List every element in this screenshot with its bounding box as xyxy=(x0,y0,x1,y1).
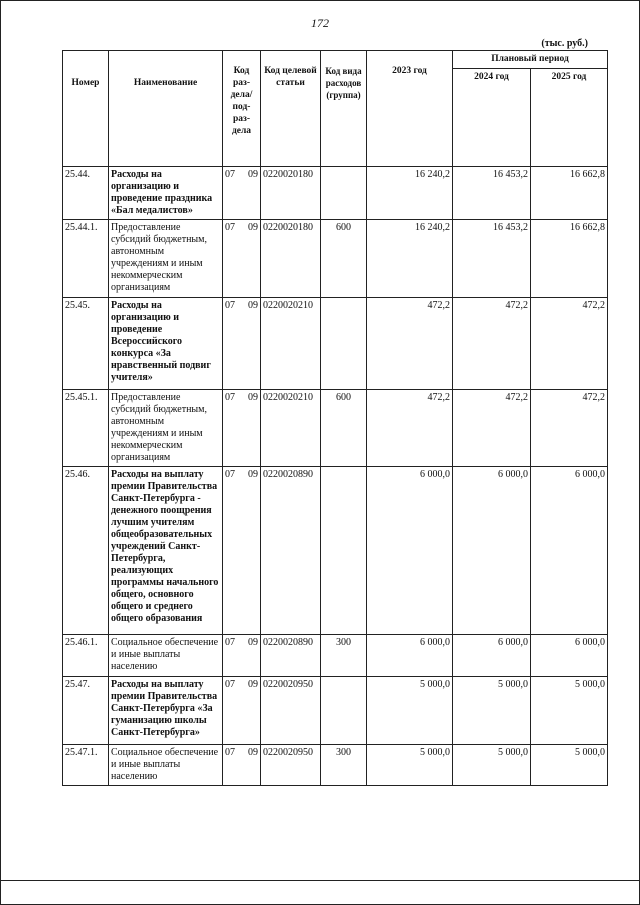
row-value-2023: 16 240,2 xyxy=(367,167,453,220)
row-name: Расходы на выплату премии Правительства Санкт-Петербурга «За гуманизацию школы Санкт-Петербурга» xyxy=(109,677,223,745)
row-subsection: 09 xyxy=(248,392,258,403)
header-row-1 xyxy=(63,51,608,69)
row-section: 07 xyxy=(225,747,235,758)
header-expense-type-code: Код вида расходов (группа) xyxy=(321,51,367,167)
row-value-2025: 5 000,0 xyxy=(531,745,608,786)
row-expense-type xyxy=(321,467,367,635)
row-section-code xyxy=(223,390,261,467)
row-target-code: 0220020210 xyxy=(261,298,321,390)
row-value-2024: 16 453,2 xyxy=(453,220,531,298)
header-number: Номер xyxy=(63,51,109,167)
row-expense-type: 300 xyxy=(321,635,367,677)
row-subsection: 09 xyxy=(248,469,258,480)
row-name: Расходы на выплату премии Правительства Санкт-Петербурга - денежного поощрения лучшим учителям общеобразовательных учреждений Санкт-Петербурга, реализующих программы начального общего, основного общего и среднего общего образования xyxy=(109,467,223,635)
row-value-2025: 6 000,0 xyxy=(531,467,608,635)
row-subsection: 09 xyxy=(248,679,258,690)
row-value-2024: 5 000,0 xyxy=(453,677,531,745)
row-expense-type: 300 xyxy=(321,745,367,786)
row-value-2025: 472,2 xyxy=(531,390,608,467)
row-name: Предоставление субсидий бюджетным, автономным учреждениям и иным некоммерческим организациям xyxy=(109,220,223,298)
header-target-code: Код целевой статьи xyxy=(261,51,321,167)
row-value-2023: 472,2 xyxy=(367,298,453,390)
header-name: Наименование xyxy=(109,51,223,167)
header-section-code: Код раз-дела/ под-раз-дела xyxy=(223,51,261,167)
row-number: 25.47. xyxy=(63,677,109,745)
row-number: 25.47.1. xyxy=(63,745,109,786)
row-value-2023: 472,2 xyxy=(367,390,453,467)
row-number: 25.45.1. xyxy=(63,390,109,467)
row-section-code xyxy=(223,167,261,220)
row-subsection: 09 xyxy=(248,222,258,233)
table-row xyxy=(63,467,608,635)
row-value-2023: 6 000,0 xyxy=(367,635,453,677)
row-value-2023: 5 000,0 xyxy=(367,745,453,786)
row-section-code xyxy=(223,745,261,786)
row-section: 07 xyxy=(225,392,235,403)
row-name: Социальное обеспечение и иные выплаты населению xyxy=(109,635,223,677)
row-value-2023: 5 000,0 xyxy=(367,677,453,745)
row-value-2024: 16 453,2 xyxy=(453,167,531,220)
row-number: 25.44.1. xyxy=(63,220,109,298)
units-label: (тыс. руб.) xyxy=(541,38,588,49)
row-name: Расходы на организацию и проведение Всероссийского конкурса «За нравственный подвиг учителя» xyxy=(109,298,223,390)
row-section: 07 xyxy=(225,637,235,648)
table-row xyxy=(63,745,608,786)
row-section: 07 xyxy=(225,300,235,311)
row-expense-type xyxy=(321,677,367,745)
row-section: 07 xyxy=(225,222,235,233)
row-target-code: 0220020950 xyxy=(261,677,321,745)
header-2023: 2023 год xyxy=(367,51,453,167)
row-value-2025: 472,2 xyxy=(531,298,608,390)
row-value-2023: 16 240,2 xyxy=(367,220,453,298)
budget-table xyxy=(62,50,608,786)
row-value-2023: 6 000,0 xyxy=(367,467,453,635)
row-target-code: 0220020890 xyxy=(261,467,321,635)
row-target-code: 0220020950 xyxy=(261,745,321,786)
header-2024: 2024 год xyxy=(453,69,531,167)
row-name: Социальное обеспечение и иные выплаты населению xyxy=(109,745,223,786)
row-section-code xyxy=(223,677,261,745)
row-section-code xyxy=(223,298,261,390)
table-row xyxy=(63,167,608,220)
row-section-code xyxy=(223,467,261,635)
row-number: 25.46. xyxy=(63,467,109,635)
row-expense-type xyxy=(321,298,367,390)
row-name: Предоставление субсидий бюджетным, автономным учреждениям и иным некоммерческим организациям xyxy=(109,390,223,467)
row-value-2024: 472,2 xyxy=(453,390,531,467)
row-target-code: 0220020890 xyxy=(261,635,321,677)
row-expense-type: 600 xyxy=(321,390,367,467)
page-number: 172 xyxy=(311,16,329,30)
row-expense-type: 600 xyxy=(321,220,367,298)
table-row xyxy=(63,677,608,745)
header-2025: 2025 год xyxy=(531,69,608,167)
row-section: 07 xyxy=(225,169,235,180)
table-body xyxy=(63,167,608,786)
row-value-2024: 6 000,0 xyxy=(453,635,531,677)
row-value-2025: 6 000,0 xyxy=(531,635,608,677)
row-value-2025: 16 662,8 xyxy=(531,167,608,220)
row-target-code: 0220020210 xyxy=(261,390,321,467)
row-subsection: 09 xyxy=(248,169,258,180)
row-name: Расходы на организацию и проведение праздника «Бал медалистов» xyxy=(109,167,223,220)
table-row xyxy=(63,635,608,677)
row-value-2024: 5 000,0 xyxy=(453,745,531,786)
row-number: 25.44. xyxy=(63,167,109,220)
row-subsection: 09 xyxy=(248,637,258,648)
row-value-2024: 6 000,0 xyxy=(453,467,531,635)
table-row xyxy=(63,220,608,298)
table-row xyxy=(63,298,608,390)
row-section-code xyxy=(223,220,261,298)
row-value-2025: 5 000,0 xyxy=(531,677,608,745)
row-value-2025: 16 662,8 xyxy=(531,220,608,298)
row-value-2024: 472,2 xyxy=(453,298,531,390)
row-number: 25.46.1. xyxy=(63,635,109,677)
bottom-rule xyxy=(0,880,640,881)
row-expense-type xyxy=(321,167,367,220)
row-section: 07 xyxy=(225,679,235,690)
row-number: 25.45. xyxy=(63,298,109,390)
row-target-code: 0220020180 xyxy=(261,167,321,220)
row-subsection: 09 xyxy=(248,300,258,311)
row-section-code xyxy=(223,635,261,677)
row-target-code: 0220020180 xyxy=(261,220,321,298)
row-section: 07 xyxy=(225,469,235,480)
header-planned-period: Плановый период xyxy=(453,51,608,69)
row-subsection: 09 xyxy=(248,747,258,758)
table-row xyxy=(63,390,608,467)
